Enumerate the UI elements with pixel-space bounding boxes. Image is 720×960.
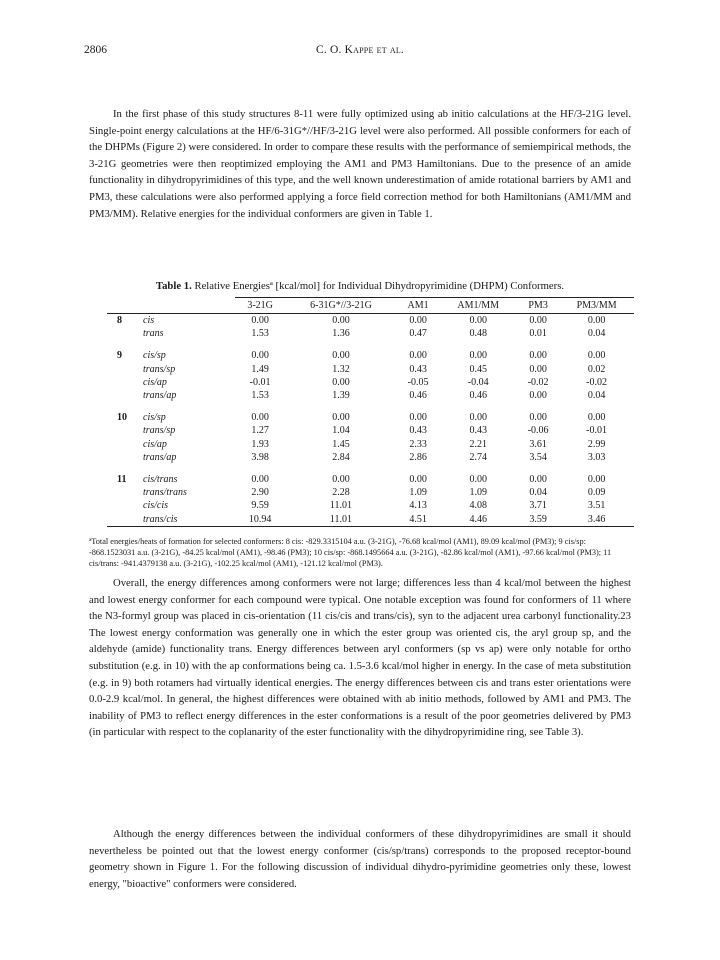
conformer-label: cis/ap <box>143 376 167 388</box>
energy-value: 4.13 <box>409 500 427 512</box>
energy-value: 0.00 <box>587 474 606 486</box>
conformer-label: cis/sp <box>143 350 166 362</box>
paragraph-conclusion: Although the energy differences between the individual conformers of these dihydropyrimidines are small it should nevertheless be pointed out that the lowest energy conformer (cis/sp/trans) corresponds to the proposed receptor-bound geometry shown in Figure 1. For the following discussion of individual dihydro-pyrimidine geometries only these, lowest energy, "bioactive" conformers were considered. <box>89 828 631 890</box>
energy-value: 3.54 <box>529 451 547 463</box>
compound-number: 11 <box>117 474 127 486</box>
table-row <box>107 327 634 340</box>
energy-value: 1.27 <box>251 425 269 437</box>
energy-value: 0.00 <box>409 315 427 326</box>
energy-value: 11.01 <box>285 513 397 527</box>
compound-number <box>107 451 141 464</box>
energy-value: 11.01 <box>329 500 353 512</box>
energy-value: 0.46 <box>409 390 427 402</box>
energy-value: 0.00 <box>251 350 269 362</box>
energy-value: 0.43 <box>409 363 427 375</box>
energy-value: 2.28 <box>332 487 350 499</box>
energy-value: 0.02 <box>587 363 606 375</box>
compound-number <box>107 499 141 512</box>
energy-value: 0.00 <box>251 412 269 424</box>
table-row <box>107 314 634 328</box>
energy-value: 4.46 <box>439 513 517 527</box>
table-body <box>107 314 634 527</box>
conformer-label: trans/sp <box>143 425 176 437</box>
conformer-label: trans/ap <box>143 390 177 402</box>
energy-value: 1.39 <box>332 390 350 402</box>
energy-value: 0.00 <box>409 412 427 424</box>
conformer-label: trans <box>143 328 164 340</box>
conformer-label: trans/sp <box>143 363 176 375</box>
column-header: 6-31G*//3-21G <box>285 298 397 314</box>
energy-value: 0.00 <box>587 350 606 362</box>
energy-value: -0.04 <box>467 376 489 388</box>
table-caption <box>89 280 631 292</box>
energy-value: 3.51 <box>587 500 606 512</box>
compound-number <box>107 438 141 451</box>
energy-value: 1.93 <box>251 438 269 450</box>
energy-value: 0.00 <box>529 315 547 326</box>
compound-number <box>107 513 141 527</box>
energy-value: 0.00 <box>469 315 487 326</box>
energy-value: 0.00 <box>332 350 350 362</box>
energy-value: 0.01 <box>529 328 547 340</box>
table-row <box>107 513 634 527</box>
compound-number <box>107 389 141 402</box>
group-spacer <box>107 464 634 473</box>
energy-value: 1.53 <box>251 328 269 340</box>
conformer-label: cis/cis <box>143 500 168 512</box>
energy-value: 0.00 <box>332 412 350 424</box>
energy-value: 3.61 <box>529 438 547 450</box>
energy-value: 0.46 <box>469 390 487 402</box>
energy-value: 3.03 <box>587 451 606 463</box>
energy-value: 0.00 <box>332 315 350 326</box>
column-header: PM3 <box>517 298 559 314</box>
energy-value: 3.98 <box>251 451 269 463</box>
header-blank <box>141 298 235 314</box>
energy-value: 0.00 <box>332 376 350 388</box>
energy-value: 0.47 <box>409 328 427 340</box>
conformer-label: trans/trans <box>143 487 187 499</box>
energy-value: 0.00 <box>469 350 487 362</box>
energy-value: 0.09 <box>587 487 606 499</box>
energy-value: 0.00 <box>529 350 547 362</box>
energy-value: 0.00 <box>469 412 487 424</box>
table-row <box>107 438 634 451</box>
table-row <box>107 424 634 437</box>
energy-value: 4.51 <box>397 513 440 527</box>
energy-value: -0.02 <box>527 376 549 388</box>
energy-value: 0.00 <box>587 315 606 326</box>
column-header: AM1/MM <box>439 298 517 314</box>
group-spacer-cell <box>107 464 634 473</box>
energy-value: 1.09 <box>469 487 487 499</box>
column-header: PM3/MM <box>559 298 634 314</box>
page-header <box>84 44 636 60</box>
energy-value: 2.74 <box>469 451 487 463</box>
energy-value: 3.71 <box>529 500 547 512</box>
table-caption-label: Table 1. <box>155 280 192 292</box>
energy-value: 0.00 <box>587 412 606 424</box>
group-spacer-cell <box>107 340 634 349</box>
energy-value: 0.04 <box>587 390 606 402</box>
energy-value: 0.00 <box>251 315 269 326</box>
energy-value: 0.00 <box>529 474 547 486</box>
table-row <box>107 473 634 486</box>
energy-value: 1.53 <box>251 390 269 402</box>
table-caption-text: Relative Energiesª [kcal/mol] for Individual Dihydropyrimidine (DHPM) Conformers. <box>194 280 565 292</box>
table-row <box>107 349 634 362</box>
energy-table <box>107 297 634 527</box>
compound-number <box>107 376 141 389</box>
conformer-label: trans/ap <box>143 451 177 463</box>
header-blank <box>107 298 141 314</box>
energy-value: 3.46 <box>559 513 634 527</box>
energy-value: -0.01 <box>249 376 271 388</box>
page-number: 2806 <box>84 44 107 56</box>
energy-value: 0.00 <box>529 363 547 375</box>
energy-value: -0.02 <box>586 376 608 388</box>
table-row <box>107 499 634 512</box>
energy-value: 0.04 <box>587 328 606 340</box>
energy-value: 2.86 <box>409 451 427 463</box>
table-footnote: ªTotal energies/heats of formation for selected conformers: 8 cis: -829.3315104 a.u. (3-21G), -76.68 kcal/mol (AM1), 89.09 kcal/mol (PM3); 9 cis/sp: -868.1523031 a.u. (3-21G), -84.25 kcal/mol (AM1), -98.46 (PM3); 10 cis/sp: -868.1495664 a.u. (3-21G), -82.86 kcal/mol (AM1), -97.66 kcal/mol (PM3); 11 cis/trans: -941.4379138 a.u. (3-21G), -102.25 kcal/mol (AM1), -121.12 kcal/mol (PM3). <box>89 537 612 569</box>
table-row <box>107 376 634 389</box>
energy-value: 4.08 <box>469 500 487 512</box>
energy-value: 1.04 <box>332 425 350 437</box>
energy-value: 0.04 <box>529 487 547 499</box>
energy-value: 1.09 <box>409 487 427 499</box>
running-head: C. O. Kappe et al. <box>315 44 404 56</box>
conformer-label: cis/ap <box>143 438 167 450</box>
table-row <box>107 411 634 424</box>
energy-value: -0.05 <box>407 376 429 388</box>
energy-value: 2.33 <box>409 438 427 450</box>
paragraph-intro: In the first phase of this study structures 8-11 were fully optimized using ab initio calculations at the HF/3-21G level. Single-point energy calculations at the HF/6-31G*//HF/3-21G level were also performed. All possible conformers for each of the DHPMs (Figure 2) were considered. In order to compare these results with the performance of semiempirical methods, the 3-21G geometries were then reoptimized employing the AM1 and PM3 Hamiltonians. Due to the presence of an amide functionality in dihydropyrimidines of this type, and the well known underestimation of amide rotational barriers by AM1 and PM3, these calculations were also performed applying a force field correction method for both Hamiltonians (AM1/MM and PM3/MM). Relative energies for the individual conformers are given in Table 1. <box>89 108 631 220</box>
energy-value: 1.32 <box>332 363 350 375</box>
energy-value: 2.21 <box>469 438 487 450</box>
energy-value: 0.00 <box>529 412 547 424</box>
energy-value: 1.49 <box>251 363 269 375</box>
conformer-label: cis/sp <box>143 412 166 424</box>
compound-number: 9 <box>117 350 122 362</box>
group-spacer <box>107 340 634 349</box>
energy-value: 0.00 <box>332 474 350 486</box>
energy-value: 2.99 <box>587 438 606 450</box>
group-spacer-cell <box>107 402 634 411</box>
energy-value: 1.36 <box>332 328 350 340</box>
energy-value: 0.43 <box>409 425 427 437</box>
energy-value: 2.90 <box>251 487 269 499</box>
paragraph-discussion: Overall, the energy differences among conformers were not large; differences less than 4 kcal/mol between the highest and lowest energy conformer for each compound were typical. One notable exception was found for conformers of 11 where the N3-formyl group was placed in cis-orientation (11 cis/cis and trans/cis), syn to the adjacent urea carbonyl functionality.23 The lowest energy conformation was generally one in which the ester group was oriented cis, the aryl group sp, and the aldehyde (amide) functionality trans. Energy differences between aryl conformers (sp vs ap) were only notable for ortho substitution (e.g. in 10) with the ap conformations being ca. 1.5-3.6 kcal/mol higher in energy. In the case of meta substitution (e.g. in 9) both rotamers had virtually identical energies. The energy differences between cis and trans ester orientations were 0.0-2.9 kcal/mol. In general, the highest differences were obtained with ab initio methods, followed by AM1 and PM3. The inability of PM3 to reflect energy differences in the ester conformations is a result of the poor geometries delivered by PM3 (in particular with respect to the coplanarity of the ester functionality with the dihydropyrimidine ring, see Table 3). <box>89 577 631 739</box>
energy-value: -0.01 <box>586 425 608 437</box>
conformer-label: cis/trans <box>143 474 178 486</box>
energy-value: 10.94 <box>235 513 285 527</box>
energy-value: 2.84 <box>332 451 350 463</box>
energy-value: 0.48 <box>469 328 487 340</box>
compound-number <box>107 424 141 437</box>
energy-value: -0.06 <box>527 425 549 437</box>
table-row <box>107 451 634 464</box>
energy-value: 0.45 <box>469 363 487 375</box>
table-header-row <box>107 298 634 314</box>
energy-value: 0.00 <box>409 350 427 362</box>
group-spacer <box>107 402 634 411</box>
conformer-label: cis <box>143 315 155 326</box>
energy-value: 0.00 <box>529 390 547 402</box>
energy-value: 0.00 <box>251 474 269 486</box>
column-header: AM1 <box>397 298 440 314</box>
energy-value: 1.45 <box>332 438 350 450</box>
energy-value: 0.00 <box>409 474 427 486</box>
table-row <box>107 389 634 402</box>
energy-value: 3.59 <box>517 513 559 527</box>
conformer-label: trans/cis <box>141 513 235 527</box>
compound-number: 8 <box>117 315 122 326</box>
energy-value: 0.00 <box>469 474 487 486</box>
compound-number <box>107 486 141 499</box>
compound-number <box>107 363 141 376</box>
column-header: 3-21G <box>235 298 285 314</box>
table-row <box>107 486 634 499</box>
table-row <box>107 363 634 376</box>
compound-number <box>107 327 141 340</box>
energy-value: 9.59 <box>251 500 269 512</box>
compound-number: 10 <box>117 412 127 424</box>
energy-value: 0.43 <box>469 425 487 437</box>
